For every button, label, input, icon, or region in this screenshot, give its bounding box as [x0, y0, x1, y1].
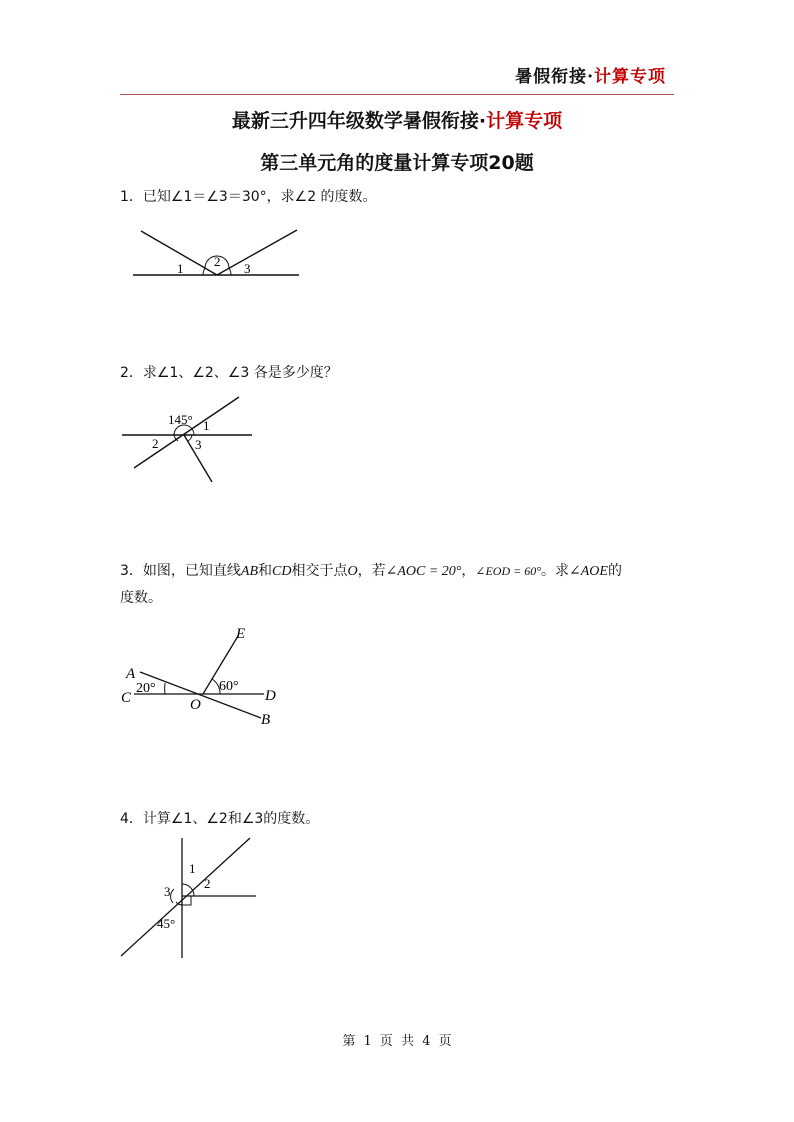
q3-text-part1: 3．如图，已知直线 [120, 563, 241, 579]
q4-label-3: 3 [164, 884, 171, 899]
q3-aoc: ∠AOC = 20° [385, 564, 462, 579]
q2-slanted-line [134, 397, 239, 468]
q4-arc-1 [182, 884, 191, 888]
header-divider [120, 94, 674, 95]
question-2-figure [118, 392, 258, 488]
q3-label-e: E [236, 626, 246, 642]
q3-o: O [347, 564, 358, 579]
q3-if: ，若 [357, 563, 386, 579]
q3-label-c: C [121, 690, 132, 706]
q4-slanted-line [121, 838, 250, 956]
q2-label-1: 1 [203, 418, 210, 433]
q3-sep: ， [461, 563, 476, 579]
q3-ab: AB [240, 564, 259, 579]
q2-label-2: 2 [152, 436, 159, 451]
q3-and: 和 [258, 563, 273, 579]
question-1-figure [125, 222, 305, 284]
title-line1: 最新三升四年级数学暑假衔接· [231, 110, 487, 132]
q3-intersect: 相交于点 [291, 563, 348, 579]
q3-line2: 度数。 [120, 590, 162, 606]
q3-label-o: O [190, 697, 201, 713]
header-brand-red: 计算专项 [594, 67, 666, 87]
header-brand-text: 暑假衔接· [515, 67, 594, 87]
q2-label-145: 145° [168, 412, 193, 427]
title-line1-red: 计算专项 [486, 110, 563, 132]
q4-label-1: 1 [189, 861, 196, 876]
question-2-text: 2．求∠1、∠2、∠3 各是多少度？ [120, 365, 338, 381]
q3-label-d: D [265, 688, 276, 704]
q4-label-2: 2 [204, 876, 211, 891]
q2-label-3: 3 [195, 437, 202, 452]
page-number-footer: 第 1 页 共 4 页 [342, 1034, 452, 1049]
document-subtitle: 第三单元角的度量计算专项20题 [260, 152, 534, 174]
q3-eod: ∠EOD = 60° [475, 564, 542, 578]
q4-right-angle-mark [182, 896, 191, 905]
q3-aoe: ∠AOE [569, 564, 608, 579]
header-brand [515, 62, 666, 87]
q3-tail: 的 [607, 563, 622, 579]
question-3-text [120, 558, 680, 611]
question-1-text: 1．已知∠1＝∠3＝30°，求∠2 的度数。 [120, 189, 377, 205]
question-3-figure [118, 622, 298, 734]
q3-label-b: B [261, 712, 271, 728]
q1-label-3: 3 [244, 261, 251, 276]
question-4-text: 4．计算∠1、∠2和∠3的度数。 [120, 811, 320, 827]
q1-label-2: 2 [214, 254, 221, 269]
q3-cd: CD [272, 564, 292, 579]
q3-label-20: 20° [136, 681, 156, 696]
document-title [0, 106, 794, 133]
q1-angle-arc-1 [203, 268, 205, 275]
q3-label-a: A [126, 666, 136, 682]
q1-angle-arc-3 [229, 268, 231, 275]
question-4-figure [118, 836, 263, 962]
q2-arc-1 [192, 429, 194, 435]
q4-label-45: 45° [157, 916, 176, 931]
q3-label-60: 60° [219, 679, 239, 694]
q3-ask: 。求 [541, 563, 570, 579]
q4-arc-3 [171, 889, 174, 903]
q2-arc-3 [188, 435, 192, 441]
q1-label-1: 1 [177, 261, 184, 276]
